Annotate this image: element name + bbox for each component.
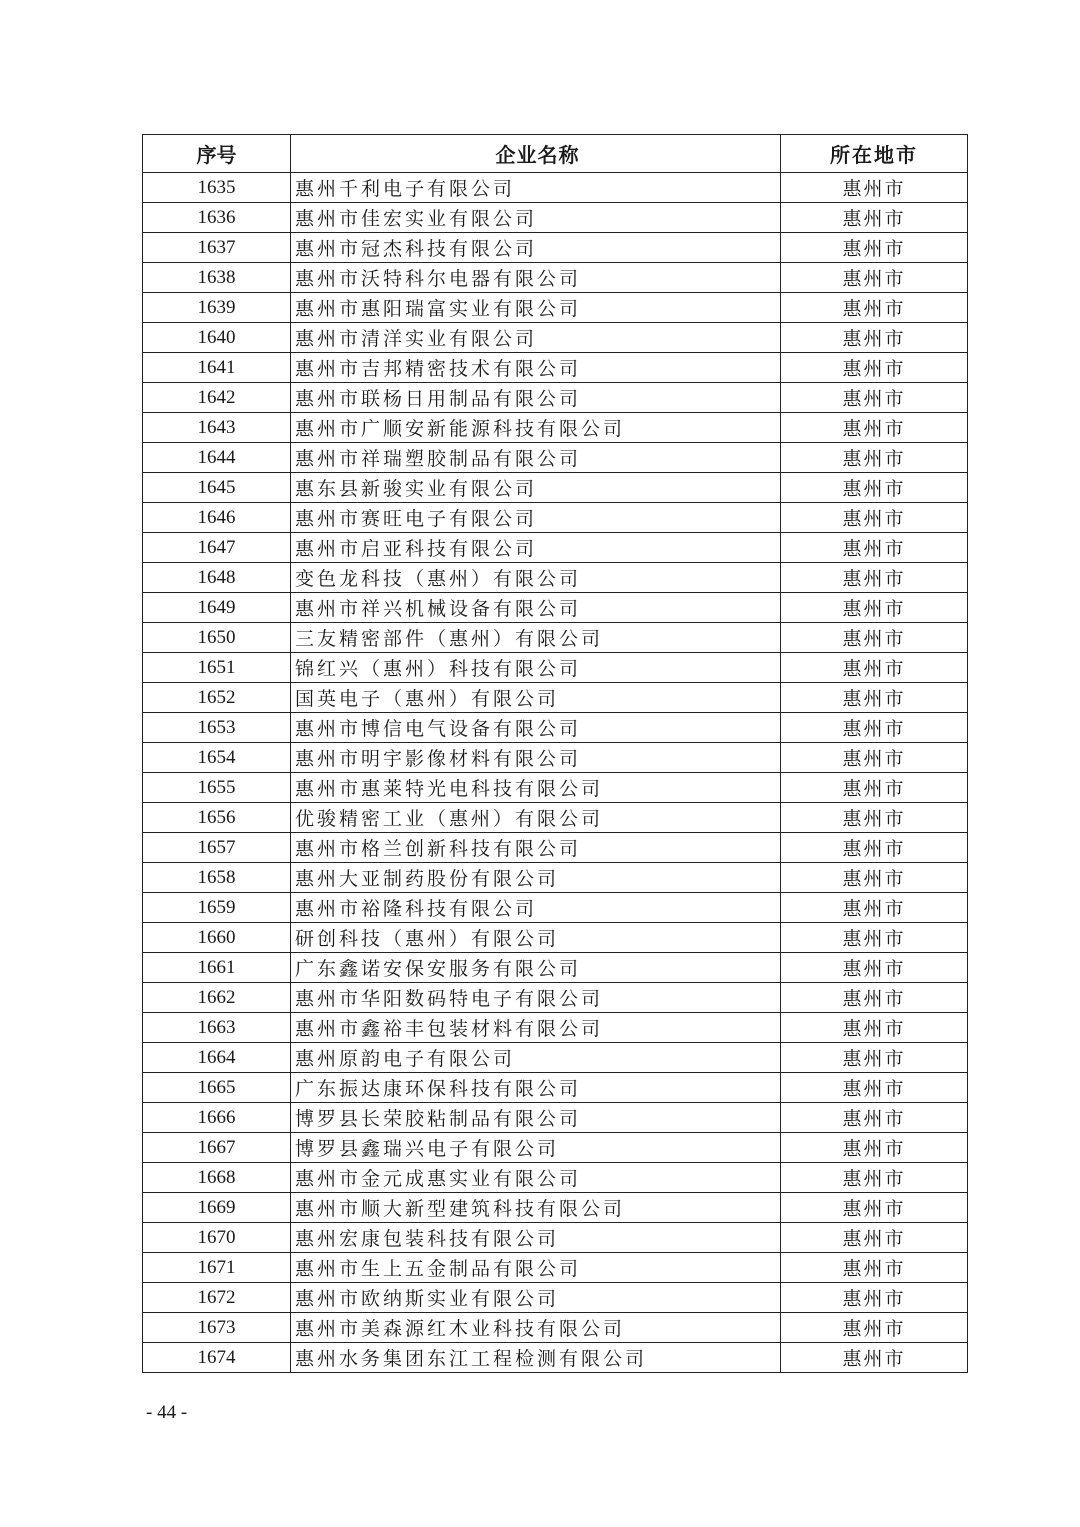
serial-number-cell: 1651 — [143, 653, 291, 683]
city-cell: 惠州市 — [781, 533, 968, 563]
serial-number-cell: 1646 — [143, 503, 291, 533]
company-name-cell: 惠州市明宇影像材料有限公司 — [291, 743, 781, 773]
company-name-cell: 惠州市佳宏实业有限公司 — [291, 203, 781, 233]
table-row — [143, 1283, 968, 1313]
table-row — [143, 803, 968, 833]
table-row — [143, 443, 968, 473]
table-row — [143, 233, 968, 263]
company-name-cell: 惠州宏康包装科技有限公司 — [291, 1223, 781, 1253]
table-row — [143, 1193, 968, 1223]
city-cell: 惠州市 — [781, 563, 968, 593]
city-cell: 惠州市 — [781, 923, 968, 953]
city-cell: 惠州市 — [781, 833, 968, 863]
city-cell: 惠州市 — [781, 1223, 968, 1253]
table-row — [143, 173, 968, 203]
city-cell: 惠州市 — [781, 323, 968, 353]
table-row — [143, 1223, 968, 1253]
city-cell: 惠州市 — [781, 1343, 968, 1373]
city-cell: 惠州市 — [781, 863, 968, 893]
serial-number-cell: 1669 — [143, 1193, 291, 1223]
company-name-cell: 惠州市博信电气设备有限公司 — [291, 713, 781, 743]
serial-number-cell: 1644 — [143, 443, 291, 473]
table-row — [143, 323, 968, 353]
city-cell: 惠州市 — [781, 1313, 968, 1343]
company-name-cell: 惠州市金元成惠实业有限公司 — [291, 1163, 781, 1193]
city-cell: 惠州市 — [781, 263, 968, 293]
company-name-cell: 惠州市惠阳瑞富实业有限公司 — [291, 293, 781, 323]
company-name-cell: 研创科技（惠州）有限公司 — [291, 923, 781, 953]
city-cell: 惠州市 — [781, 983, 968, 1013]
table-row — [143, 353, 968, 383]
table-row — [143, 983, 968, 1013]
company-name-cell: 惠州市美森源红木业科技有限公司 — [291, 1313, 781, 1343]
city-cell: 惠州市 — [781, 1283, 968, 1313]
company-name-cell: 广东鑫诺安保安服务有限公司 — [291, 953, 781, 983]
company-name-cell: 惠州市生上五金制品有限公司 — [291, 1253, 781, 1283]
serial-number-cell: 1656 — [143, 803, 291, 833]
company-name-cell: 惠州市吉邦精密技术有限公司 — [291, 353, 781, 383]
city-cell: 惠州市 — [781, 683, 968, 713]
table-row — [143, 863, 968, 893]
serial-number-cell: 1636 — [143, 203, 291, 233]
serial-number-cell: 1654 — [143, 743, 291, 773]
serial-number-cell: 1650 — [143, 623, 291, 653]
serial-number-cell: 1653 — [143, 713, 291, 743]
city-cell: 惠州市 — [781, 203, 968, 233]
city-cell: 惠州市 — [781, 473, 968, 503]
table-row — [143, 203, 968, 233]
serial-number-cell: 1658 — [143, 863, 291, 893]
city-cell: 惠州市 — [781, 653, 968, 683]
company-name-cell: 惠州市裕隆科技有限公司 — [291, 893, 781, 923]
table-row — [143, 743, 968, 773]
serial-number-cell: 1674 — [143, 1343, 291, 1373]
serial-number-cell: 1667 — [143, 1133, 291, 1163]
city-cell: 惠州市 — [781, 443, 968, 473]
company-name-cell: 惠州市祥瑞塑胶制品有限公司 — [291, 443, 781, 473]
company-name-cell: 惠州千利电子有限公司 — [291, 173, 781, 203]
table-row — [143, 713, 968, 743]
city-cell: 惠州市 — [781, 503, 968, 533]
header-company-name: 企业名称 — [291, 135, 781, 173]
company-name-cell: 博罗县鑫瑞兴电子有限公司 — [291, 1133, 781, 1163]
company-name-cell: 惠州市联杨日用制品有限公司 — [291, 383, 781, 413]
table-row — [143, 1043, 968, 1073]
serial-number-cell: 1645 — [143, 473, 291, 503]
city-cell: 惠州市 — [781, 893, 968, 923]
city-cell: 惠州市 — [781, 953, 968, 983]
city-cell: 惠州市 — [781, 1193, 968, 1223]
city-cell: 惠州市 — [781, 383, 968, 413]
table-row — [143, 923, 968, 953]
company-name-cell: 广东振达康环保科技有限公司 — [291, 1073, 781, 1103]
city-cell: 惠州市 — [781, 1253, 968, 1283]
company-name-cell: 博罗县长荣胶粘制品有限公司 — [291, 1103, 781, 1133]
serial-number-cell: 1659 — [143, 893, 291, 923]
table-row — [143, 1073, 968, 1103]
company-name-cell: 惠州市顺大新型建筑科技有限公司 — [291, 1193, 781, 1223]
company-name-cell: 三友精密部件（惠州）有限公司 — [291, 623, 781, 653]
city-cell: 惠州市 — [781, 1013, 968, 1043]
company-name-cell: 惠州市赛旺电子有限公司 — [291, 503, 781, 533]
serial-number-cell: 1655 — [143, 773, 291, 803]
table-row — [143, 1163, 968, 1193]
serial-number-cell: 1664 — [143, 1043, 291, 1073]
serial-number-cell: 1666 — [143, 1103, 291, 1133]
table-body — [143, 173, 968, 1373]
company-name-cell: 惠州市祥兴机械设备有限公司 — [291, 593, 781, 623]
table-row — [143, 533, 968, 563]
company-name-cell: 惠州市沃特科尔电器有限公司 — [291, 263, 781, 293]
company-name-cell: 惠州市启亚科技有限公司 — [291, 533, 781, 563]
table-row — [143, 1343, 968, 1373]
serial-number-cell: 1637 — [143, 233, 291, 263]
serial-number-cell: 1647 — [143, 533, 291, 563]
city-cell: 惠州市 — [781, 713, 968, 743]
table-row — [143, 893, 968, 923]
serial-number-cell: 1660 — [143, 923, 291, 953]
serial-number-cell: 1657 — [143, 833, 291, 863]
company-name-cell: 惠州原韵电子有限公司 — [291, 1043, 781, 1073]
table-row — [143, 1013, 968, 1043]
serial-number-cell: 1670 — [143, 1223, 291, 1253]
table-row — [143, 593, 968, 623]
serial-number-cell: 1639 — [143, 293, 291, 323]
table-row — [143, 1253, 968, 1283]
serial-number-cell: 1668 — [143, 1163, 291, 1193]
serial-number-cell: 1665 — [143, 1073, 291, 1103]
header-city: 所在地市 — [781, 135, 968, 173]
city-cell: 惠州市 — [781, 1073, 968, 1103]
serial-number-cell: 1638 — [143, 263, 291, 293]
city-cell: 惠州市 — [781, 1133, 968, 1163]
table-header-row — [143, 135, 968, 173]
table-row — [143, 503, 968, 533]
serial-number-cell: 1662 — [143, 983, 291, 1013]
table-row — [143, 263, 968, 293]
city-cell: 惠州市 — [781, 1163, 968, 1193]
header-serial-number: 序号 — [143, 135, 291, 173]
company-name-cell: 惠州市惠莱特光电科技有限公司 — [291, 773, 781, 803]
table-row — [143, 623, 968, 653]
serial-number-cell: 1652 — [143, 683, 291, 713]
company-name-cell: 惠州水务集团东江工程检测有限公司 — [291, 1343, 781, 1373]
city-cell: 惠州市 — [781, 293, 968, 323]
page-number: - 44 - — [146, 1402, 188, 1423]
city-cell: 惠州市 — [781, 1043, 968, 1073]
serial-number-cell: 1642 — [143, 383, 291, 413]
table-row — [143, 293, 968, 323]
city-cell: 惠州市 — [781, 233, 968, 263]
table-row — [143, 1133, 968, 1163]
serial-number-cell: 1673 — [143, 1313, 291, 1343]
company-name-cell: 惠州市广顺安新能源科技有限公司 — [291, 413, 781, 443]
table-row — [143, 1103, 968, 1133]
city-cell: 惠州市 — [781, 743, 968, 773]
company-name-cell: 惠州市格兰创新科技有限公司 — [291, 833, 781, 863]
serial-number-cell: 1649 — [143, 593, 291, 623]
city-cell: 惠州市 — [781, 803, 968, 833]
table-row — [143, 413, 968, 443]
company-name-cell: 惠州市欧纳斯实业有限公司 — [291, 1283, 781, 1313]
company-name-cell: 惠州市清洋实业有限公司 — [291, 323, 781, 353]
company-name-cell: 惠州市华阳数码特电子有限公司 — [291, 983, 781, 1013]
company-name-cell: 优骏精密工业（惠州）有限公司 — [291, 803, 781, 833]
company-name-cell: 锦红兴（惠州）科技有限公司 — [291, 653, 781, 683]
city-cell: 惠州市 — [781, 353, 968, 383]
table-row — [143, 473, 968, 503]
serial-number-cell: 1641 — [143, 353, 291, 383]
company-name-cell: 国英电子（惠州）有限公司 — [291, 683, 781, 713]
serial-number-cell: 1648 — [143, 563, 291, 593]
serial-number-cell: 1672 — [143, 1283, 291, 1313]
table-row — [143, 953, 968, 983]
table-row — [143, 833, 968, 863]
serial-number-cell: 1635 — [143, 173, 291, 203]
city-cell: 惠州市 — [781, 773, 968, 803]
table-row — [143, 773, 968, 803]
city-cell: 惠州市 — [781, 623, 968, 653]
table-row — [143, 683, 968, 713]
company-name-cell: 惠东县新骏实业有限公司 — [291, 473, 781, 503]
table-row — [143, 563, 968, 593]
city-cell: 惠州市 — [781, 413, 968, 443]
city-cell: 惠州市 — [781, 1103, 968, 1133]
serial-number-cell: 1661 — [143, 953, 291, 983]
table-row — [143, 383, 968, 413]
city-cell: 惠州市 — [781, 173, 968, 203]
table-row — [143, 653, 968, 683]
table-row — [143, 1313, 968, 1343]
enterprise-table — [142, 134, 968, 1373]
company-name-cell: 惠州市鑫裕丰包装材料有限公司 — [291, 1013, 781, 1043]
serial-number-cell: 1663 — [143, 1013, 291, 1043]
city-cell: 惠州市 — [781, 593, 968, 623]
serial-number-cell: 1671 — [143, 1253, 291, 1283]
company-name-cell: 惠州市冠杰科技有限公司 — [291, 233, 781, 263]
serial-number-cell: 1643 — [143, 413, 291, 443]
company-name-cell: 惠州大亚制药股份有限公司 — [291, 863, 781, 893]
serial-number-cell: 1640 — [143, 323, 291, 353]
company-name-cell: 变色龙科技（惠州）有限公司 — [291, 563, 781, 593]
